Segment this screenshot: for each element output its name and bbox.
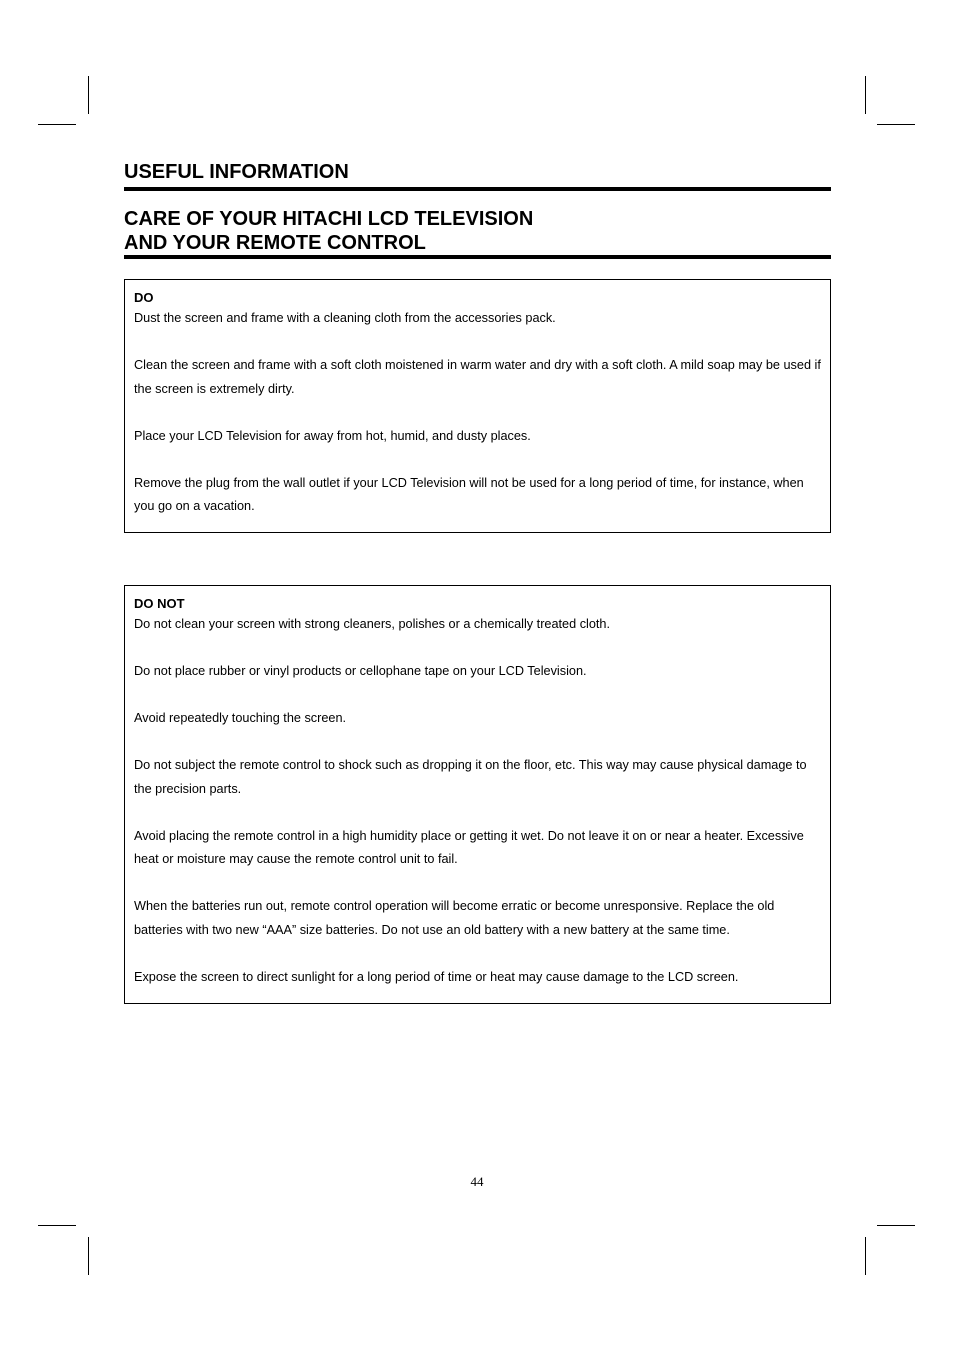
section-title: USEFUL INFORMATION bbox=[124, 160, 831, 191]
do-not-item: Do not place rubber or vinyl products or cellophane tape on your LCD Television. bbox=[134, 664, 587, 678]
do-item: Dust the screen and frame with a cleaning cloth from the accessories pack. bbox=[134, 311, 556, 325]
do-not-box bbox=[124, 585, 831, 1004]
do-box bbox=[124, 279, 831, 533]
do-item: Clean the screen and frame with a soft cloth moistened in warm water and dry with a soft cloth. A mild soap may be used if the screen is extremely dirty. bbox=[134, 358, 821, 396]
crop-mark-bottom-right-vertical bbox=[865, 1237, 866, 1275]
crop-mark-bottom-right-horizontal bbox=[877, 1225, 915, 1226]
do-not-item: Do not subject the remote control to shock such as dropping it on the floor, etc. This way may cause physical damage to the precision parts. bbox=[134, 758, 807, 796]
do-item: Remove the plug from the wall outlet if your LCD Television will not be used for a long period of time, for instance, when you go on a vacation. bbox=[134, 475, 804, 513]
crop-mark-bottom-left-horizontal bbox=[38, 1225, 76, 1226]
page-number: 44 bbox=[470, 1174, 484, 1189]
do-not-item: When the batteries run out, remote control operation will become erratic or become unresponsive. Replace the old batteries with two new “AAA” size batteries. Do not use an old battery with a new battery at the same time. bbox=[134, 899, 775, 937]
do-not-item: Avoid placing the remote control in a high humidity place or getting it wet. Do not leave it on or near a heater. Excessive heat or moisture may cause the remote control unit to fail. bbox=[134, 828, 804, 866]
care-title-line-1: CARE OF YOUR HITACHI LCD TELEVISION bbox=[124, 208, 534, 230]
do-heading: DO bbox=[134, 290, 154, 305]
care-title bbox=[124, 207, 831, 259]
crop-mark-top-left-horizontal bbox=[38, 124, 76, 125]
do-not-item: Do not clean your screen with strong cleaners, polishes or a chemically treated cloth. bbox=[134, 617, 611, 631]
do-not-item: Expose the screen to direct sunlight for a long period of time or heat may cause damage to the LCD screen. bbox=[134, 969, 739, 984]
crop-mark-top-right-horizontal bbox=[877, 124, 915, 125]
crop-mark-top-left-vertical bbox=[88, 76, 89, 114]
do-not-item: Avoid repeatedly touching the screen. bbox=[134, 711, 347, 725]
care-title-line-2: AND YOUR REMOTE CONTROL bbox=[124, 232, 426, 254]
do-item: Place your LCD Television for away from hot, humid, and dusty places. bbox=[134, 428, 531, 443]
do-not-heading: DO NOT bbox=[134, 596, 185, 611]
crop-mark-bottom-left-vertical bbox=[88, 1237, 89, 1275]
crop-mark-top-right-vertical bbox=[865, 76, 866, 114]
